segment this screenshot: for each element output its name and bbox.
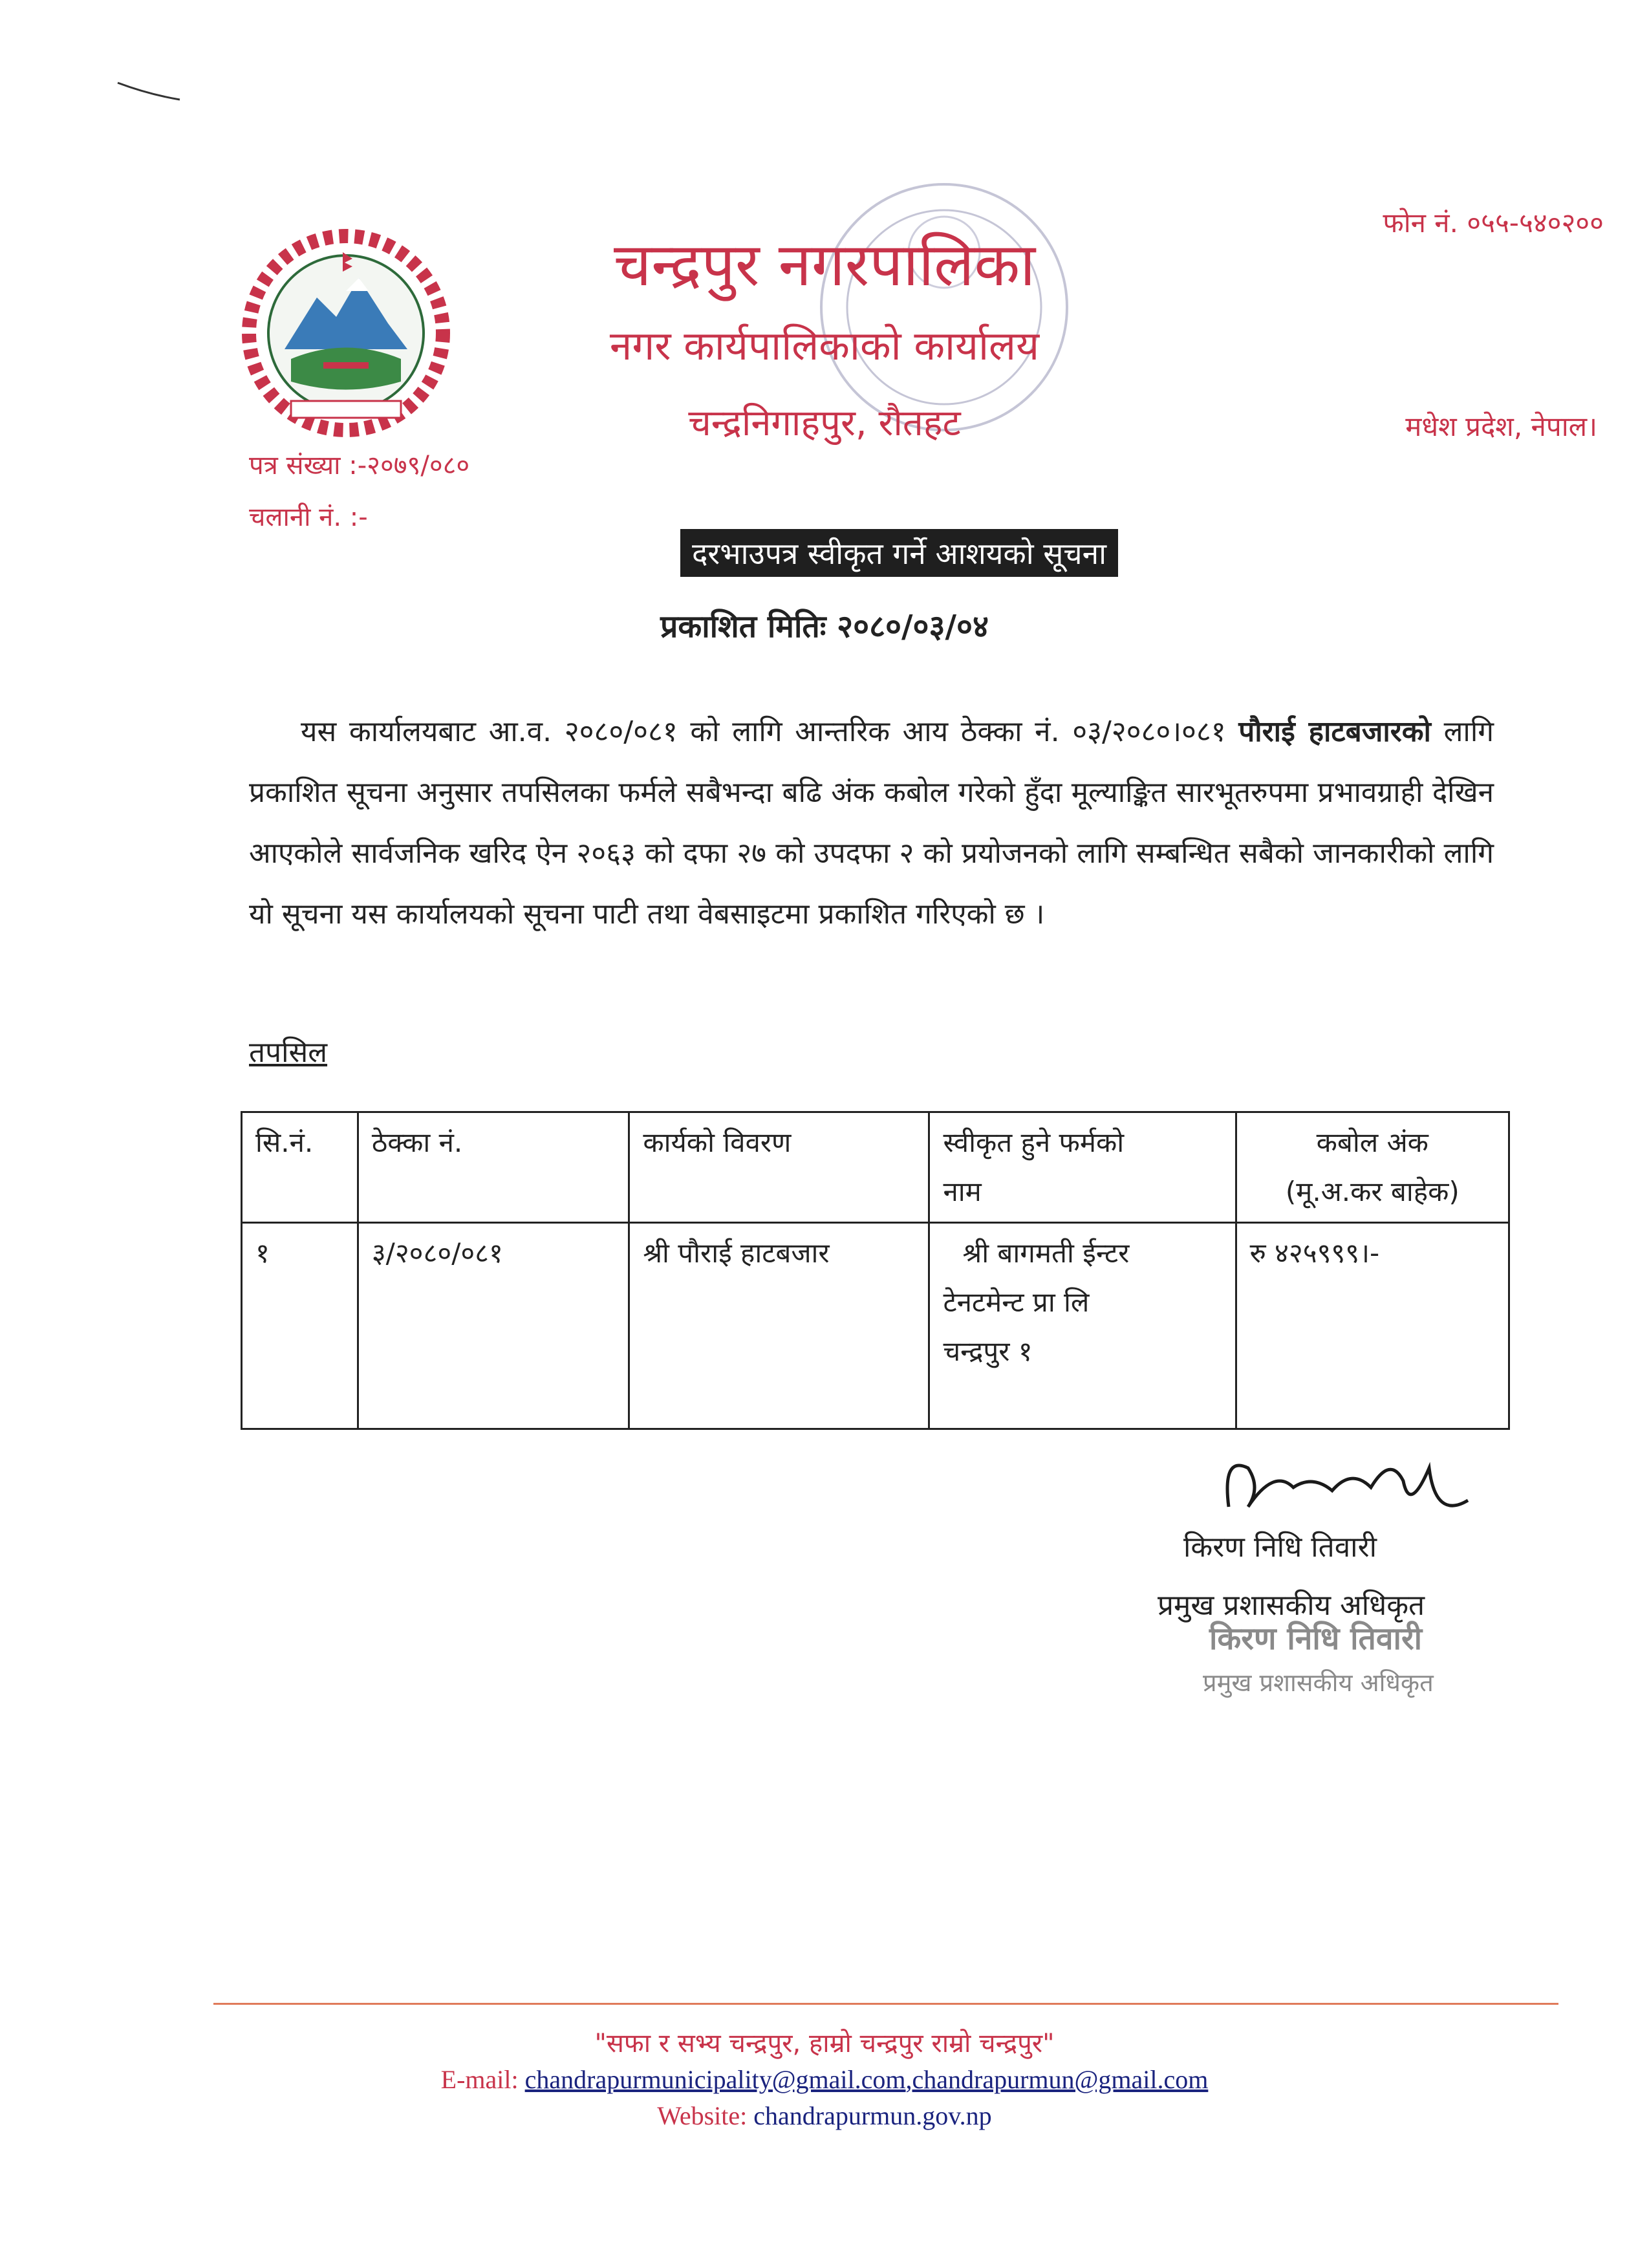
footer-slogan: "सफा र सभ्य चन्द्रपुर, हाम्रो चन्द्रपुर राम्रो चन्द्रपुर" [594,2029,1055,2058]
cell-contract-no: ३/२०८०/०८१ [358,1223,629,1429]
notice-body-intro: यस कार्यालयबाट आ.व. २०८०/०८१ को लागि आन्तरिक आय ठेक्का नं. ०३/२०८०।०८१ [301,715,1226,748]
website-label: Website: [657,2101,754,2130]
cell-firm-line1: श्री बागमती ईन्टर [962,1237,1130,1269]
province-label: मधेश प्रदेश, नेपाल। [1405,411,1597,442]
footer-email [0,2064,1649,2095]
cell-bid-amount: रु ४२५९९९।- [1236,1223,1509,1429]
signature-icon [1209,1429,1487,1539]
column-header-contract-no: ठेक्का नं. [358,1112,629,1223]
column-header-firm-line1: स्वीकृत हुने फर्मको [943,1127,1125,1158]
table-row [242,1223,1509,1429]
letter-number: पत्र संख्या :-२०७९/०८० [249,451,470,481]
office-name: नगर कार्यपालिकाको कार्यालय [609,322,1040,369]
dispatch-number: चलानी नं. :- [249,502,368,532]
cell-work-description: श्री पौराई हाटबजार [629,1223,929,1429]
signatory-name: किरण निधि तिवारी [1183,1531,1377,1564]
email-link-2[interactable]: chandrapurmun@gmail.com [912,2065,1209,2094]
cell-firm-line2: टेनटमेन्ट प्रा लि [943,1286,1090,1318]
cell-sn: १ [242,1223,358,1429]
office-location: चन्द्रनिगाहपुर, रौतहट [688,402,961,444]
column-header-firm-line2: नाम [943,1176,982,1207]
footer-divider [213,2003,1558,2005]
email-link-1[interactable]: chandrapurmunicipality@gmail.com [524,2065,906,2094]
table-header-row [242,1112,1509,1223]
column-header-work-description: कार्यको विवरण [629,1112,929,1223]
published-date: प्रकाशित मितिः २०८०/०३/०४ [660,609,989,645]
schedule-label: तपसिल [249,1036,328,1069]
notice-body [249,702,1494,945]
phone-number: फोन नं. ०५५-५४०२०० [1383,207,1604,239]
column-header-firm [929,1112,1236,1223]
notice-body-rest: लागि प्रकाशित सूचना अनुसार तपसिलका फर्मले सबैभन्दा बढि अंक कबोल गरेको हुँदा मूल्याङ्कित सारभूतरुपमा प्रभावग्राही देखिन आएकोले सार्वजनिक खरिद ऐन २०६३ को दफा २७ को उपदफा २ को प्रयोजनको लागि सम्बन्धित सबैको जानकारीको लागि यो सूचना यस कार्यालयको सूचना पाटी तथा वेबसाइटमा प्रकाशित गरिएको छ । [249,715,1494,931]
column-header-sn: सि.नं. [242,1112,358,1223]
website-link[interactable]: chandrapurmun.gov.np [753,2101,992,2130]
award-table [241,1111,1510,1430]
email-separator: , [905,2065,912,2094]
pen-mark [116,76,181,102]
designation-stamp: प्रमुख प्रशासकीय अधिकृत [1203,1669,1434,1697]
footer-website [0,2101,1649,2131]
notice-heading: दरभाउपत्र स्वीकृत गर्ने आशयको सूचना [680,529,1118,577]
column-header-bid-line2: (मू.अ.कर बाहेक) [1285,1176,1460,1207]
signatory-designation: प्रमुख प्रशासकीय अधिकृत [1158,1589,1425,1622]
email-label: E-mail: [440,2065,525,2094]
column-header-bid [1236,1112,1509,1223]
cell-firm [929,1223,1236,1429]
cell-firm-line3: चन्द्रपुर १ [943,1335,1033,1367]
column-header-bid-line1: कबोल अंक [1316,1127,1428,1158]
municipality-name: चन्द्रपुर नगरपालिका [613,230,1036,299]
notice-body-highlight: पौराई हाटबजारको [1238,715,1431,748]
name-stamp: किरण निधि तिवारी [1209,1621,1423,1657]
